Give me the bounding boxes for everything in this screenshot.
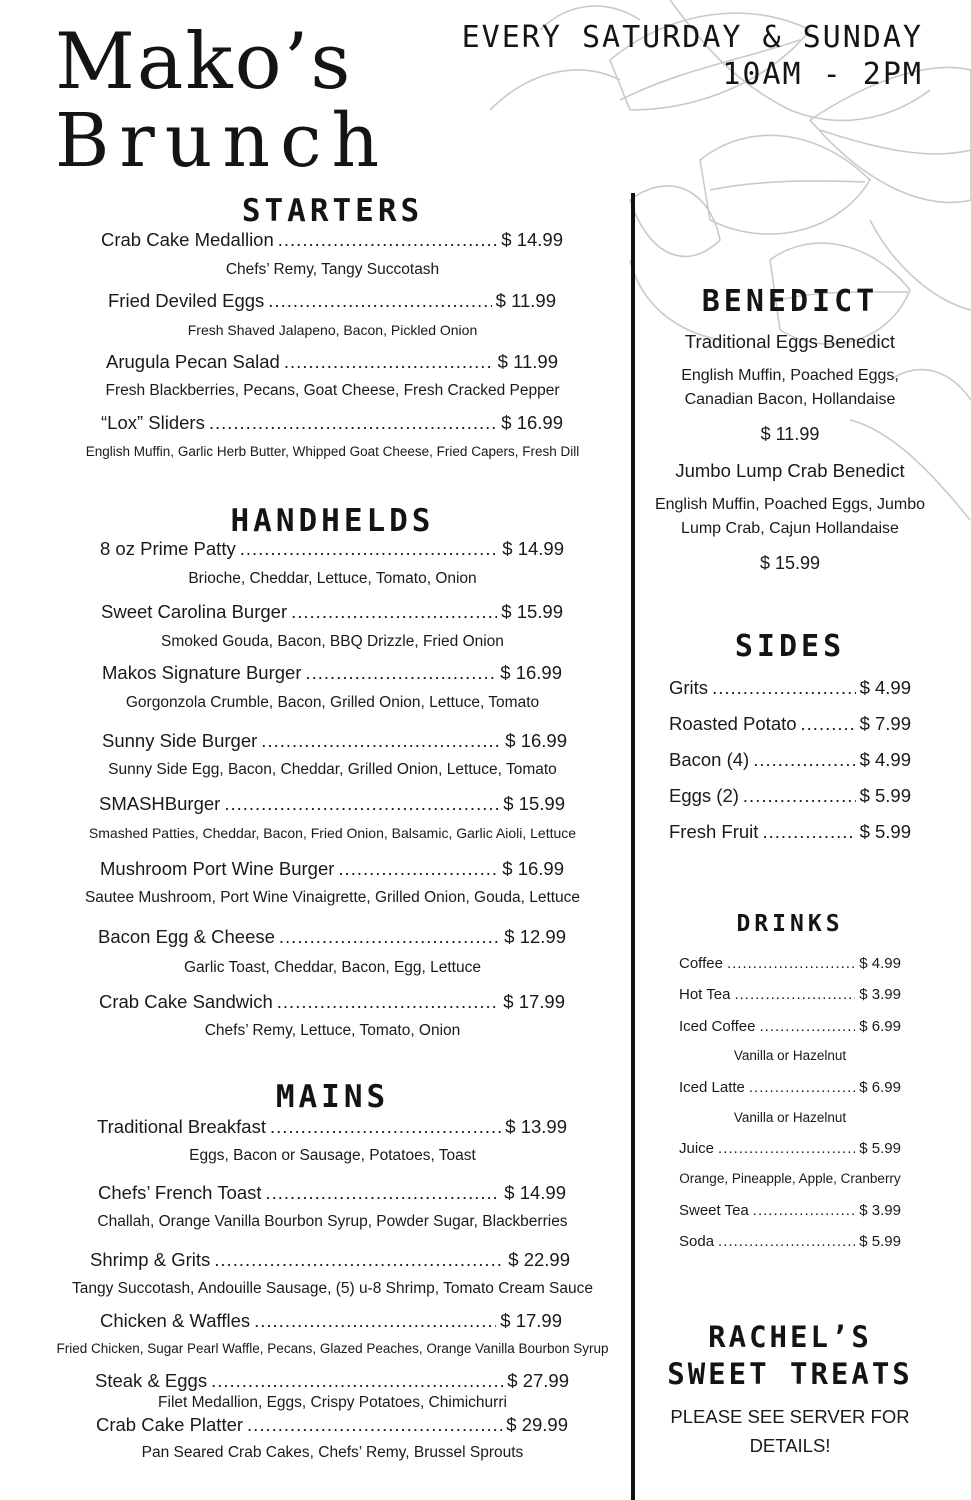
menu-item — [102, 730, 567, 752]
item-name: Grits — [669, 677, 709, 698]
item-description: Tangy Succotash, Andouille Sausage, (5) u-8 Shrimp, Tomato Cream Sauce — [72, 1280, 593, 1297]
item-price: $ 4.99 — [859, 955, 901, 972]
item-name: Arugula Pecan Salad — [106, 351, 280, 372]
item-price: $ 11.99 — [760, 424, 820, 444]
drink-note: Vanilla or Hazelnut — [733, 1110, 847, 1125]
item-description: Brioche, Cheddar, Lettuce, Tomato, Onion — [188, 570, 477, 587]
item-price: $ 17.99 — [500, 1310, 562, 1331]
item-price: $ 13.99 — [505, 1116, 567, 1137]
item-description: Fresh Blackberries, Pecans, Goat Cheese, Fresh Cracked Pepper — [105, 382, 560, 399]
item-description: Fried Chicken, Sugar Pearl Waffle, Pecans, Glazed Peaches, Orange Vanilla Bourbon Syrup — [56, 1341, 609, 1356]
sweet-treats-heading-line2: SWEET TREATS — [667, 1357, 913, 1391]
item-price: $ 5.99 — [859, 785, 911, 806]
item-name: Iced Latte — [679, 1079, 745, 1096]
sides-heading: SIDES — [734, 629, 846, 664]
menu-item — [679, 1018, 901, 1035]
menu-item — [669, 785, 911, 807]
item-description: Smashed Patties, Cheddar, Bacon, Fried Onion, Balsamic, Garlic Aioli, Lettuce — [88, 825, 577, 841]
item-price: $ 16.99 — [505, 730, 567, 751]
menu-item — [669, 749, 911, 771]
item-name: SMASHBurger — [99, 793, 221, 814]
item-description-line2: Lump Crab, Cajun Hollandaise — [681, 520, 899, 537]
item-price: $ 27.99 — [507, 1370, 569, 1391]
item-price: $ 16.99 — [502, 858, 564, 879]
menu-item — [98, 926, 566, 948]
item-name: Jumbo Lump Crab Benedict — [675, 460, 905, 481]
item-name: “Lox” Sliders — [101, 412, 205, 433]
menu-item — [99, 991, 565, 1013]
hours-days: EVERY SATURDAY & SUNDAY — [461, 20, 923, 55]
item-price: $ 7.99 — [859, 713, 911, 734]
menu-item — [679, 1233, 901, 1250]
menu-item — [100, 1310, 562, 1332]
menu-item — [679, 1140, 901, 1157]
item-price: $ 17.99 — [503, 991, 565, 1012]
menu-item — [101, 601, 563, 623]
menu-item — [106, 351, 558, 373]
item-name: Soda — [679, 1233, 715, 1250]
item-description: Sautee Mushroom, Port Wine Vinaigrette, Grilled Onion, Gouda, Lettuce — [84, 889, 581, 906]
menu-item — [108, 290, 556, 312]
menu-item — [102, 662, 562, 684]
item-price: $ 3.99 — [859, 1202, 901, 1219]
item-name: Traditional Eggs Benedict — [684, 331, 896, 352]
item-description-line2: Canadian Bacon, Hollandaise — [684, 391, 896, 408]
menu-item — [100, 858, 564, 880]
item-description-line1: English Muffin, Poached Eggs, Jumbo — [654, 496, 926, 513]
handhelds-heading: HANDHELDS — [230, 503, 435, 539]
item-price: $ 11.99 — [497, 351, 558, 372]
item-price: $ 5.99 — [859, 1140, 901, 1157]
menu-item — [99, 793, 565, 815]
item-price: $ 15.99 — [503, 793, 565, 814]
item-description: Fresh Shaved Jalapeno, Bacon, Pickled Onion — [187, 322, 478, 338]
item-name: Steak & Eggs — [95, 1370, 208, 1391]
restaurant-title-line2: Brunch — [55, 98, 390, 184]
item-name: Hot Tea — [679, 986, 731, 1003]
item-description: Smoked Gouda, Bacon, BBQ Drizzle, Fried Onion — [161, 633, 504, 650]
restaurant-title-line1: Mako’s — [55, 17, 353, 107]
item-price: $ 6.99 — [859, 1018, 901, 1035]
item-name: Fresh Fruit — [669, 821, 759, 842]
sweet-treats-note: PLEASE SEE SERVER FOR DETAILS! — [670, 1406, 910, 1456]
menu-item — [669, 677, 911, 699]
item-price: $ 5.99 — [859, 1233, 901, 1250]
menu-item — [101, 412, 563, 434]
item-name: 8 oz Prime Patty — [100, 538, 236, 559]
item-name: Fried Deviled Eggs — [108, 290, 265, 311]
item-description: Gorgonzola Crumble, Bacon, Grilled Onion, Lettuce, Tomato — [125, 694, 540, 711]
menu-item — [679, 1079, 901, 1096]
item-price: $ 11.99 — [495, 290, 556, 311]
menu-item — [95, 1370, 569, 1392]
item-price: $ 29.99 — [506, 1414, 568, 1435]
item-description: Garlic Toast, Cheddar, Bacon, Egg, Lettuce — [184, 959, 481, 976]
menu-item — [101, 229, 563, 251]
mains-heading: MAINS — [275, 1079, 390, 1115]
item-name: Coffee — [679, 955, 723, 972]
item-name: Eggs (2) — [669, 785, 739, 806]
starters-heading: STARTERS — [241, 193, 424, 229]
item-price: $ 16.99 — [501, 412, 563, 433]
item-name: Roasted Potato — [669, 713, 797, 734]
item-description-line1: English Muffin, Poached Eggs, — [681, 367, 899, 384]
item-price: $ 15.99 — [759, 553, 821, 573]
menu-item — [97, 1116, 567, 1138]
item-name: Shrimp & Grits — [90, 1249, 211, 1270]
menu-item — [100, 538, 564, 560]
item-name: Bacon Egg & Cheese — [98, 926, 275, 947]
item-price: $ 14.99 — [504, 1182, 566, 1203]
item-price: $ 3.99 — [859, 986, 901, 1003]
item-description: Sunny Side Egg, Bacon, Cheddar, Grilled Onion, Lettuce, Tomato — [108, 761, 557, 778]
item-name: Mushroom Port Wine Burger — [100, 858, 335, 879]
item-name: Juice — [679, 1140, 715, 1157]
item-name: Sunny Side Burger — [102, 730, 258, 751]
item-price: $ 22.99 — [508, 1249, 570, 1270]
menu-item — [90, 1249, 570, 1271]
item-description: Eggs, Bacon or Sausage, Potatoes, Toast — [189, 1147, 476, 1164]
item-price: $ 6.99 — [859, 1079, 901, 1096]
hours-time: 10AM - 2PM — [722, 57, 923, 92]
drinks-heading: DRINKS — [736, 911, 844, 937]
item-price: $ 4.99 — [859, 749, 911, 770]
item-name: Crab Cake Platter — [96, 1414, 244, 1435]
item-description: Pan Seared Crab Cakes, Chefs’ Remy, Brussel Sprouts — [141, 1444, 524, 1461]
item-name: Crab Cake Sandwich — [99, 991, 273, 1012]
item-price: $ 12.99 — [504, 926, 566, 947]
item-description: Challah, Orange Vanilla Bourbon Syrup, Powder Sugar, Blackberries — [97, 1213, 568, 1230]
item-name: Makos Signature Burger — [102, 662, 302, 683]
menu-item — [98, 1182, 566, 1204]
item-description: Chefs’ Remy, Lettuce, Tomato, Onion — [204, 1022, 461, 1039]
item-name: Crab Cake Medallion — [101, 229, 274, 250]
benedict-heading: BENEDICT — [701, 284, 879, 319]
item-name: Sweet Carolina Burger — [101, 601, 288, 622]
item-name: Iced Coffee — [679, 1018, 756, 1035]
item-name: Bacon (4) — [669, 749, 750, 770]
item-price: $ 5.99 — [859, 821, 911, 842]
item-name: Chefs’ French Toast — [98, 1182, 262, 1203]
drink-note: Vanilla or Hazelnut — [733, 1048, 847, 1063]
menu-item — [679, 986, 901, 1003]
drink-note: Orange, Pineapple, Apple, Cranberry — [679, 1171, 901, 1186]
item-description: Chefs’ Remy, Tangy Succotash — [225, 261, 440, 278]
menu-item — [679, 955, 901, 972]
menu-item — [669, 713, 911, 735]
item-name: Sweet Tea — [679, 1202, 749, 1219]
item-name: Traditional Breakfast — [97, 1116, 266, 1137]
menu-item — [669, 821, 911, 843]
item-name: Chicken & Waffles — [100, 1310, 251, 1331]
menu-item — [96, 1414, 568, 1436]
item-price: $ 14.99 — [502, 538, 564, 559]
item-price: $ 16.99 — [500, 662, 562, 683]
item-price: $ 15.99 — [501, 601, 563, 622]
item-description: Filet Medallion, Eggs, Crispy Potatoes, Chimichurri — [158, 1394, 507, 1411]
item-price: $ 14.99 — [501, 229, 563, 250]
sweet-treats-heading-line1: RACHEL’S — [708, 1320, 872, 1354]
item-price: $ 4.99 — [859, 677, 911, 698]
menu-item — [679, 1202, 901, 1219]
item-description: English Muffin, Garlic Herb Butter, Whipped Goat Cheese, Fried Capers, Fresh Dill — [85, 444, 580, 459]
